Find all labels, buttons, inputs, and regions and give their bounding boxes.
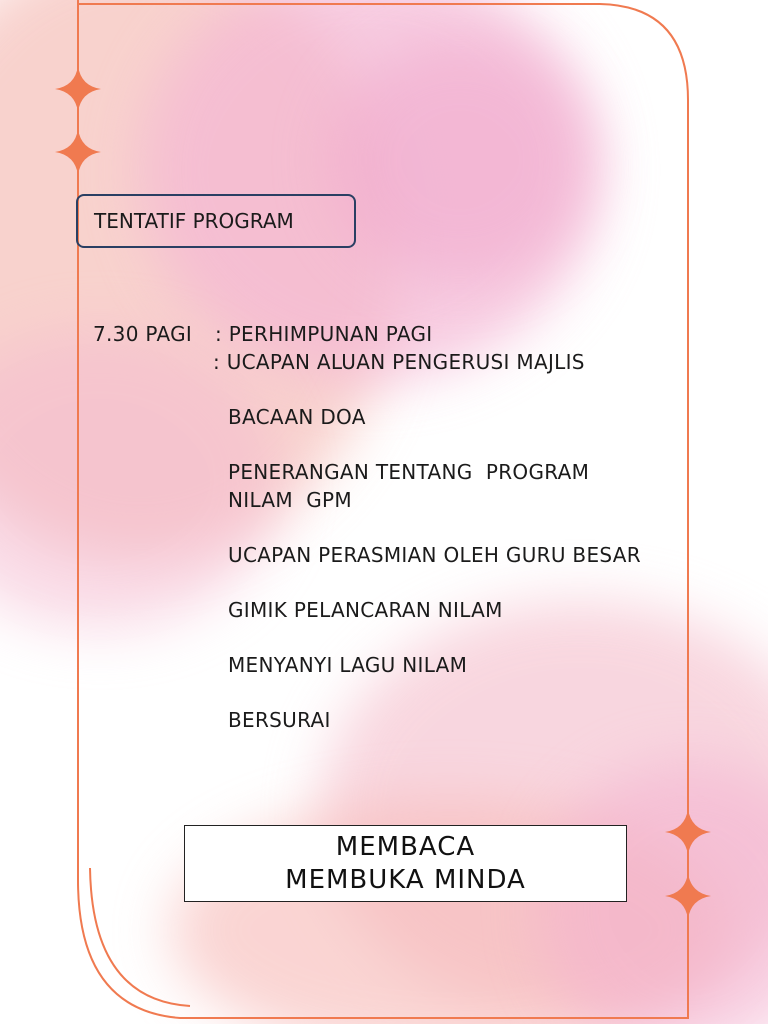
schedule-item: BERSURAI [228, 708, 331, 732]
schedule-item: MENYANYI LAGU NILAM [228, 653, 468, 677]
motto-box [184, 825, 627, 902]
schedule-item: UCAPAN PERASMIAN OLEH GURU BESAR [228, 543, 641, 567]
watercolor-blob [330, 40, 590, 280]
motto-line-2: MEMBUKA MINDA [285, 864, 526, 895]
schedule-item: GIMIK PELANCARAN NILAM [228, 598, 503, 622]
schedule-item: BACAAN DOA [228, 405, 366, 429]
program-heading: TENTATIF PROGRAM [94, 209, 294, 233]
schedule-time: 7.30 PAGI [93, 322, 193, 346]
schedule-item-second: : UCAPAN ALUAN PENGERUSI MAJLIS [213, 350, 585, 374]
schedule-item-first: : PERHIMPUNAN PAGI [215, 322, 433, 346]
motto-line-1: MEMBACA [335, 831, 476, 862]
schedule-item: PENERANGAN TENTANG PROGRAM [228, 460, 590, 484]
program-heading-box [76, 194, 356, 248]
schedule-item: NILAM GPM [228, 488, 352, 512]
